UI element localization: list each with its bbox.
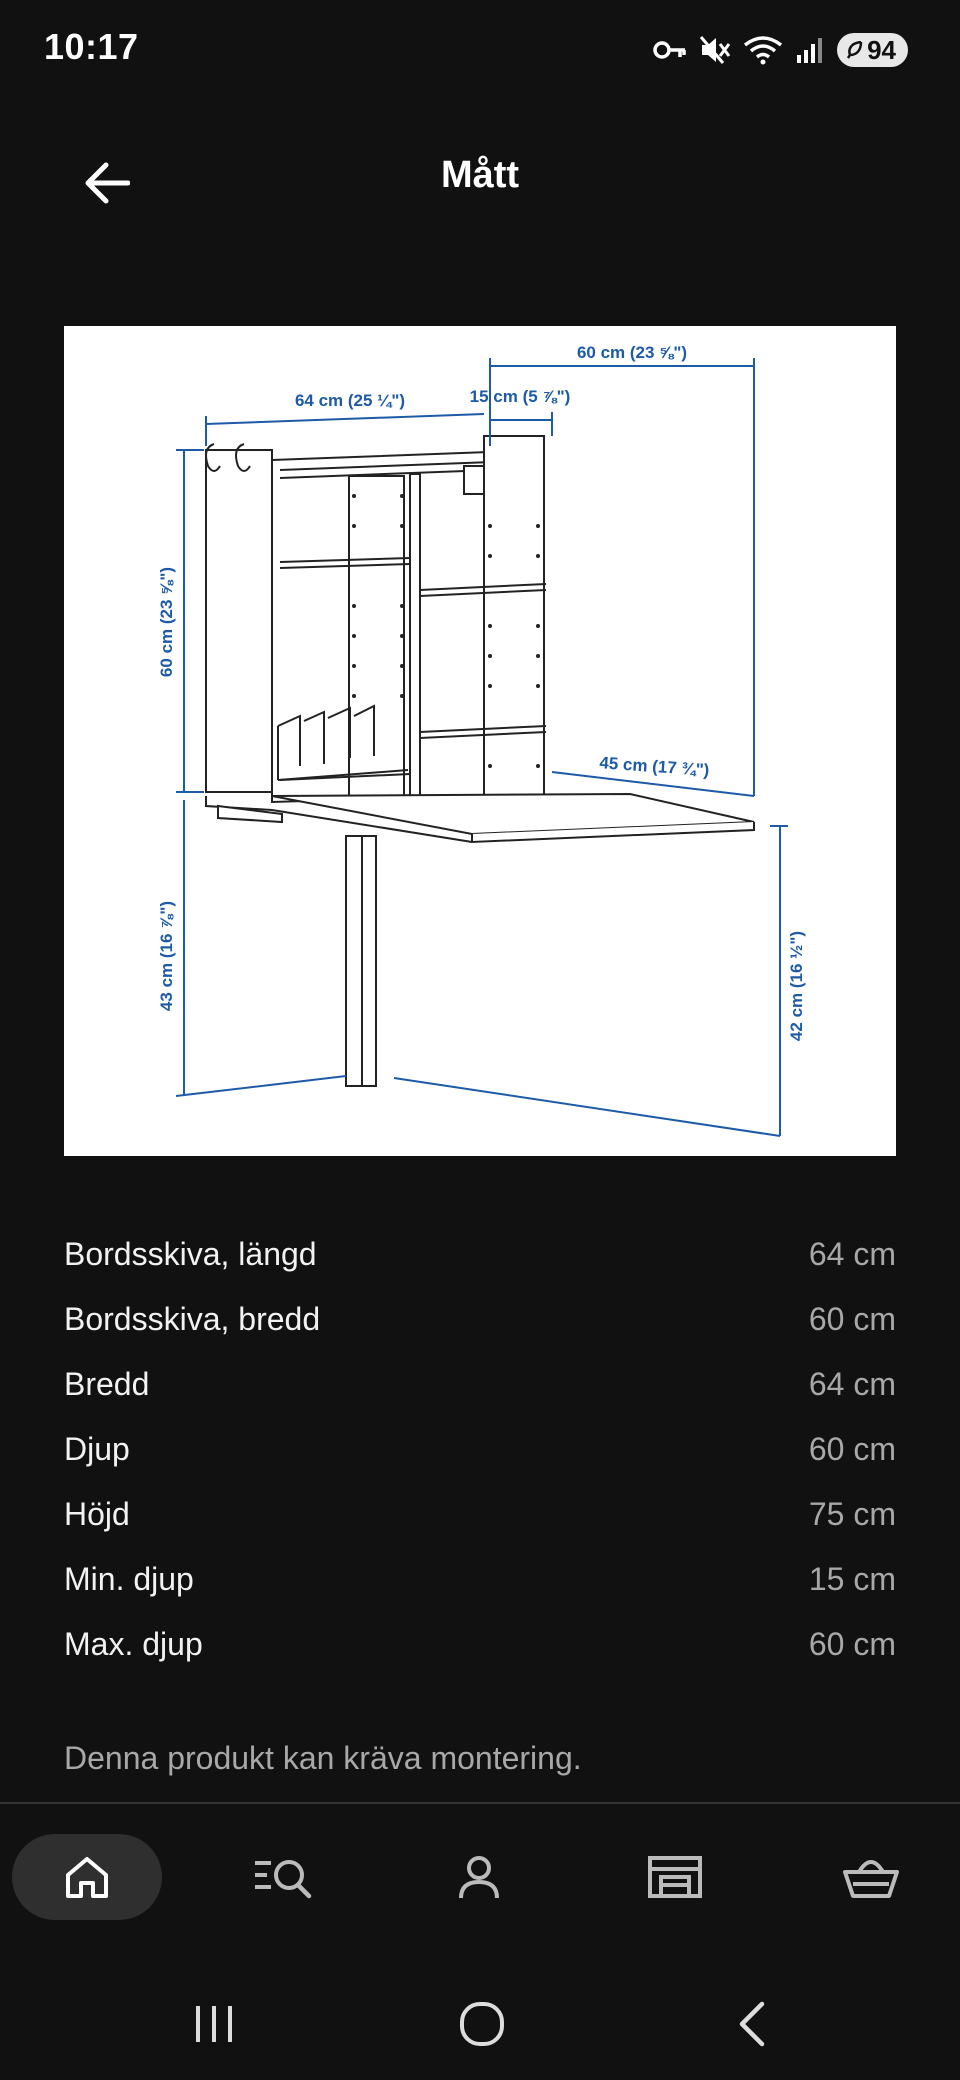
status-icons — [653, 28, 908, 72]
page-title: Mått — [440, 154, 520, 196]
spec-label: Bordsskiva, längd — [64, 1236, 317, 1272]
recents-button[interactable] — [174, 1984, 254, 2064]
spec-label: Bordsskiva, bredd — [64, 1301, 321, 1337]
system-back-button[interactable] — [712, 1984, 792, 2064]
dim-table-depth: 45 cm (17 ¾") — [598, 753, 710, 780]
status-bar — [0, 0, 960, 100]
spec-value: 60 cm — [808, 1301, 896, 1337]
spec-row — [64, 1417, 896, 1482]
home-icon — [64, 1855, 110, 1899]
spec-label: Bredd — [64, 1366, 150, 1402]
home-circle-icon — [458, 2000, 506, 2048]
spec-value: 60 cm — [808, 1431, 896, 1467]
dim-width: 64 cm (25 ¼") — [294, 391, 406, 410]
mute-icon — [699, 35, 731, 65]
spec-row — [64, 1612, 896, 1677]
nav-profile[interactable] — [404, 1834, 554, 1920]
spec-row — [64, 1547, 896, 1612]
spec-value: 75 cm — [808, 1496, 896, 1532]
dim-height-lower-left: 43 cm (16 ⅞") — [157, 900, 176, 1012]
dim-min-depth: 15 cm (5 ⅞") — [469, 387, 571, 406]
bottom-nav — [0, 1804, 960, 1954]
store-icon — [647, 1855, 703, 1899]
dim-depth-top: 60 cm (23 ⅝") — [576, 343, 688, 362]
nav-home[interactable] — [12, 1834, 162, 1920]
system-nav — [0, 1960, 960, 2080]
spec-row — [64, 1222, 896, 1287]
status-time: 10:17 — [44, 26, 139, 67]
spec-row — [64, 1482, 896, 1547]
back-chevron-icon — [732, 2000, 772, 2048]
spec-row — [64, 1287, 896, 1352]
wifi-icon — [743, 35, 783, 65]
recents-icon — [192, 2002, 236, 2046]
battery-icon — [837, 33, 908, 67]
spec-value: 60 cm — [808, 1626, 896, 1662]
dim-height-lower-right: 42 cm (16 ½") — [787, 930, 806, 1042]
assembly-note: Denna produkt kan kräva montering. — [64, 1740, 582, 1776]
nav-store[interactable] — [600, 1834, 750, 1920]
basket-icon — [843, 1854, 899, 1900]
profile-icon — [456, 1854, 502, 1900]
signal-icon — [795, 35, 825, 65]
dimension-diagram — [64, 326, 896, 1156]
system-home-button[interactable] — [442, 1984, 522, 2064]
battery-level: 94 — [867, 34, 896, 65]
nav-search[interactable] — [208, 1834, 358, 1920]
spec-row — [64, 1352, 896, 1417]
search-list-icon — [253, 1855, 313, 1899]
key-icon — [653, 38, 687, 62]
spec-label: Djup — [64, 1431, 130, 1467]
spec-value: 64 cm — [808, 1236, 896, 1272]
spec-value: 64 cm — [808, 1366, 896, 1402]
nav-basket[interactable] — [796, 1834, 946, 1920]
spec-value: 15 cm — [808, 1561, 896, 1597]
specs-list — [64, 1222, 896, 1677]
spec-label: Max. djup — [64, 1626, 203, 1662]
spec-label: Höjd — [64, 1496, 130, 1532]
spec-label: Min. djup — [64, 1561, 194, 1597]
dim-height-upper: 60 cm (23 ⅝") — [157, 566, 176, 678]
header — [0, 120, 960, 236]
